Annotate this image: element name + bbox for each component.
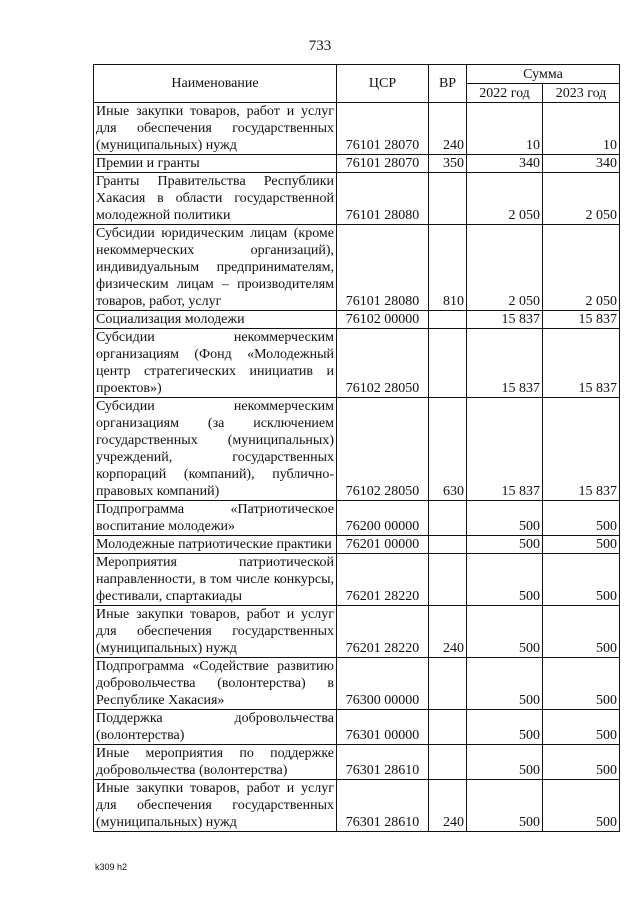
row-sum-2023: 15 837 — [543, 329, 620, 398]
row-sum-2023: 340 — [543, 155, 620, 173]
row-csr: 76201 28220 — [337, 554, 429, 606]
row-csr: 76102 28050 — [337, 329, 429, 398]
row-csr: 76301 00000 — [337, 710, 429, 745]
table-row — [94, 155, 620, 173]
row-sum-2022: 500 — [467, 554, 543, 606]
row-sum-2023: 15 837 — [543, 398, 620, 501]
row-sum-2023: 500 — [543, 745, 620, 780]
table-row — [94, 536, 620, 554]
row-vr — [429, 554, 467, 606]
row-sum-2022: 500 — [467, 606, 543, 658]
row-csr: 76201 00000 — [337, 536, 429, 554]
row-name: Иные закупки товаров, работ и услуг для обеспечения государственных (муниципальных) нужд — [94, 103, 337, 155]
row-name: Социализация молодежи — [94, 311, 337, 329]
row-vr — [429, 536, 467, 554]
row-sum-2023: 500 — [543, 501, 620, 536]
row-csr: 76101 28080 — [337, 225, 429, 311]
row-vr: 350 — [429, 155, 467, 173]
row-name: Подпрограмма «Содействие развитию добровольчества (волонтерства) в Республике Хакасия» — [94, 658, 337, 710]
row-sum-2022: 500 — [467, 658, 543, 710]
header-year-2023: 2023 год — [543, 84, 620, 103]
row-name: Премии и гранты — [94, 155, 337, 173]
table-row — [94, 501, 620, 536]
budget-table — [93, 64, 620, 832]
row-sum-2022: 10 — [467, 103, 543, 155]
page-number: 733 — [308, 38, 332, 54]
row-csr: 76201 28220 — [337, 606, 429, 658]
row-sum-2022: 2 050 — [467, 173, 543, 225]
row-sum-2023: 500 — [543, 780, 620, 832]
header-name: Наименование — [94, 65, 337, 103]
row-vr: 240 — [429, 606, 467, 658]
row-sum-2023: 500 — [543, 606, 620, 658]
row-sum-2023: 500 — [543, 658, 620, 710]
table-row — [94, 103, 620, 155]
row-csr: 76102 28050 — [337, 398, 429, 501]
row-vr — [429, 501, 467, 536]
table-row — [94, 329, 620, 398]
row-csr: 76301 28610 — [337, 745, 429, 780]
table-row — [94, 554, 620, 606]
row-sum-2022: 15 837 — [467, 311, 543, 329]
row-vr: 810 — [429, 225, 467, 311]
row-sum-2023: 10 — [543, 103, 620, 155]
table-header — [94, 65, 620, 103]
row-sum-2022: 15 837 — [467, 329, 543, 398]
row-name: Иные закупки товаров, работ и услуг для обеспечения государственных (муниципальных) нужд — [94, 606, 337, 658]
row-csr: 76102 00000 — [337, 311, 429, 329]
table-row — [94, 780, 620, 832]
table-body — [94, 103, 620, 832]
row-sum-2023: 2 050 — [543, 225, 620, 311]
row-sum-2023: 2 050 — [543, 173, 620, 225]
header-csr: ЦСР — [337, 65, 429, 103]
row-name: Гранты Правительства Республики Хакасия в области государственной молодежной политики — [94, 173, 337, 225]
table-row — [94, 173, 620, 225]
table-row — [94, 311, 620, 329]
row-vr: 240 — [429, 780, 467, 832]
row-sum-2022: 15 837 — [467, 398, 543, 501]
row-name: Иные мероприятия по поддержке добровольчества (волонтерства) — [94, 745, 337, 780]
row-csr: 76200 00000 — [337, 501, 429, 536]
row-name: Субсидии некоммерческим организациям (Фонд «Молодежный центр стратегических инициатив и проектов») — [94, 329, 337, 398]
row-name: Мероприятия патриотической направленности, в том числе конкурсы, фестивали, спартакиады — [94, 554, 337, 606]
row-sum-2022: 500 — [467, 536, 543, 554]
row-name: Субсидии некоммерческим организациям (за исключением государственных (муниципальных) учреждений, государственных корпораций (компаний), публично-правовых компаний) — [94, 398, 337, 501]
row-csr: 76301 28610 — [337, 780, 429, 832]
row-sum-2022: 2 050 — [467, 225, 543, 311]
row-vr: 240 — [429, 103, 467, 155]
row-sum-2023: 500 — [543, 554, 620, 606]
row-sum-2022: 340 — [467, 155, 543, 173]
table-row — [94, 606, 620, 658]
header-vr: ВР — [429, 65, 467, 103]
row-csr: 76101 28080 — [337, 173, 429, 225]
row-sum-2022: 500 — [467, 780, 543, 832]
row-csr: 76101 28070 — [337, 155, 429, 173]
row-sum-2022: 500 — [467, 710, 543, 745]
row-sum-2022: 500 — [467, 501, 543, 536]
row-csr: 76300 00000 — [337, 658, 429, 710]
row-vr: 630 — [429, 398, 467, 501]
row-vr — [429, 658, 467, 710]
row-vr — [429, 311, 467, 329]
footer-code: k309 h2 — [95, 862, 128, 872]
table-row — [94, 710, 620, 745]
header-sum: Сумма — [467, 65, 620, 84]
row-vr — [429, 710, 467, 745]
row-name: Поддержка добровольчества (волонтерства) — [94, 710, 337, 745]
row-sum-2023: 500 — [543, 710, 620, 745]
row-name: Иные закупки товаров, работ и услуг для обеспечения государственных (муниципальных) нужд — [94, 780, 337, 832]
table-row — [94, 398, 620, 501]
header-year-2022: 2022 год — [467, 84, 543, 103]
row-name: Подпрограмма «Патриотическое воспитание молодежи» — [94, 501, 337, 536]
row-sum-2023: 15 837 — [543, 311, 620, 329]
table-row — [94, 745, 620, 780]
row-vr — [429, 173, 467, 225]
row-sum-2022: 500 — [467, 745, 543, 780]
row-csr: 76101 28070 — [337, 103, 429, 155]
row-sum-2023: 500 — [543, 536, 620, 554]
table-row — [94, 658, 620, 710]
row-vr — [429, 745, 467, 780]
row-name: Молодежные патриотические практики — [94, 536, 337, 554]
row-name: Субсидии юридическим лицам (кроме некоммерческих организаций), индивидуальным предпринимателям, физическим лицам – производителям товаров, работ, услуг — [94, 225, 337, 311]
row-vr — [429, 329, 467, 398]
table-row — [94, 225, 620, 311]
